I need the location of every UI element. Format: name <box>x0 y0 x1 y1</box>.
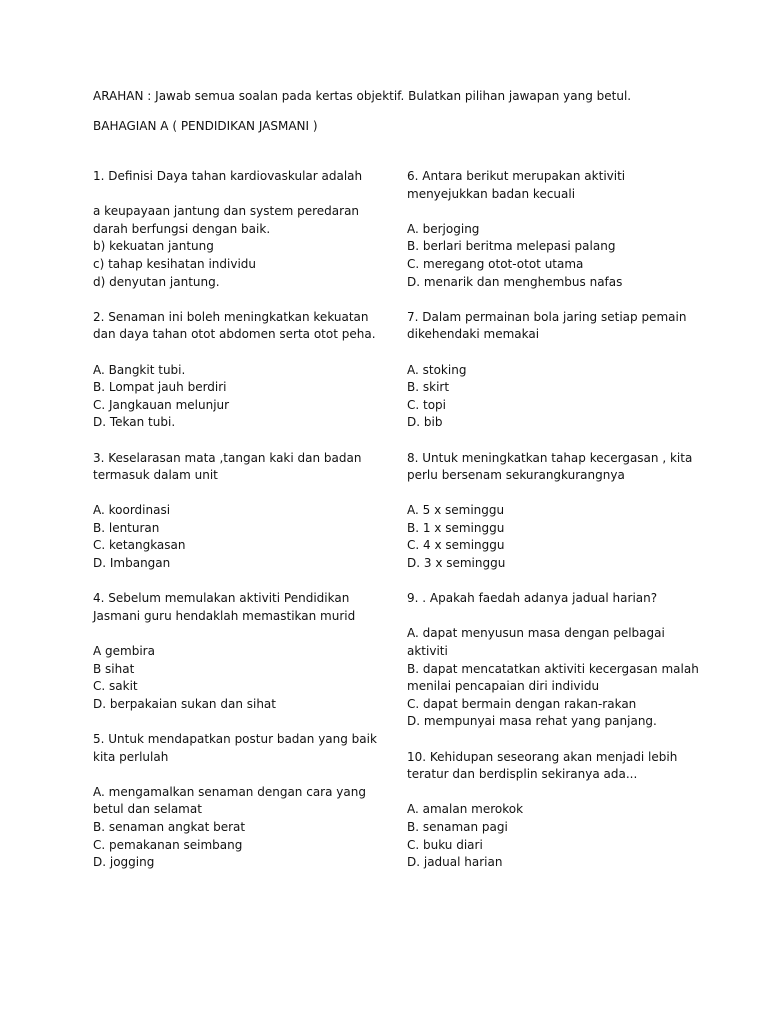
option: C. sakit <box>93 679 138 694</box>
option: A. 5 x seminggu <box>407 503 505 518</box>
question-4 <box>93 590 383 713</box>
option: B. senaman pagi <box>407 819 508 834</box>
question-5 <box>93 731 383 872</box>
question-text: 9. . Apakah faedah adanya jadual harian? <box>407 591 658 606</box>
option: d) denyutan jantung. <box>93 274 220 289</box>
option: D. jadual harian <box>407 855 503 870</box>
option: D. mempunyai masa rehat yang panjang. <box>407 714 657 729</box>
option: A. amalan merokok <box>407 802 524 817</box>
option: B. Lompat jauh berdiri <box>93 380 227 395</box>
question-text: 7. Dalam permainan bola jaring setiap pemain dikehendaki memakai <box>407 309 687 342</box>
question-8 <box>407 450 702 573</box>
option: D. Tekan tubi. <box>93 415 176 430</box>
option: D. 3 x seminggu <box>407 556 506 571</box>
option: A gembira <box>93 644 155 659</box>
instruction-text: ARAHAN : Jawab semua soalan pada kertas objektif. Bulatkan pilihan jawapan yang betul. <box>93 89 632 103</box>
option: C. meregang otot-otot utama <box>407 256 584 271</box>
option: A. mengamalkan senaman dengan cara yang betul dan selamat <box>93 784 366 817</box>
question-7 <box>407 309 702 432</box>
question-text: 3. Keselarasan mata ,tangan kaki dan badan termasuk dalam unit <box>93 450 362 483</box>
question-text: 2. Senaman ini boleh meningkatkan kekuatan dan daya tahan otot abdomen serta otot peha. <box>93 309 376 342</box>
question-3 <box>93 450 383 573</box>
question-10 <box>407 749 702 872</box>
question-6 <box>407 168 702 291</box>
option: C. 4 x seminggu <box>407 538 505 553</box>
option: C. ketangkasan <box>93 538 186 553</box>
question-text: 6. Antara berikut merupakan aktiviti menyejukkan badan kecuali <box>407 169 626 201</box>
question-9 <box>407 590 702 731</box>
option: B. lenturan <box>93 520 160 535</box>
question-text: 8. Untuk meningkatkan tahap kecergasan , kita perlu bersenam sekurangkurangnya <box>407 450 693 483</box>
option: D. menarik dan menghembus nafas <box>407 274 623 289</box>
option: B. 1 x seminggu <box>407 520 505 535</box>
option: c) tahap kesihatan individu <box>93 256 257 271</box>
option: B. dapat mencatatkan aktiviti kecergasan malah menilai pencapaian diri individu <box>407 661 699 694</box>
option: C. buku diari <box>407 837 483 852</box>
option: A. koordinasi <box>93 503 171 518</box>
option: B. skirt <box>407 380 450 395</box>
question-text: 1. Definisi Daya tahan kardiovaskular adalah <box>93 169 363 183</box>
option: C. Jangkauan melunjur <box>93 397 230 412</box>
question-text: 5. Untuk mendapatkan postur badan yang baik kita perlulah <box>93 732 377 764</box>
option: D. berpakaian sukan dan sihat <box>93 696 276 711</box>
option: b) kekuatan jantung <box>93 239 214 254</box>
option: C. dapat bermain dengan rakan-rakan <box>407 696 637 711</box>
right-column <box>407 168 702 872</box>
option: A. stoking <box>407 362 467 377</box>
option: a keupayaan jantung dan system peredaran darah berfungsi dengan baik. <box>93 204 360 236</box>
question-1 <box>93 168 383 291</box>
option: B. senaman angkat berat <box>93 819 246 834</box>
question-text: 10. Kehidupan seseorang akan menjadi lebih teratur dan berdisplin sekiranya ada... <box>407 749 678 782</box>
section-title: BAHAGIAN A ( PENDIDIKAN JASMANI ) <box>93 119 318 133</box>
option: A. Bangkit tubi. <box>93 362 186 377</box>
option: D. jogging <box>93 855 155 870</box>
option: D. bib <box>407 415 443 430</box>
option: D. Imbangan <box>93 556 171 571</box>
option: A. berjoging <box>407 221 480 236</box>
left-column <box>93 168 383 872</box>
question-2 <box>93 309 383 432</box>
option: B. berlari beritma melepasi palang <box>407 239 616 254</box>
question-text: 4. Sebelum memulakan aktiviti Pendidikan Jasmani guru hendaklah memastikan murid <box>93 591 356 623</box>
option: C. pemakanan seimbang <box>93 837 243 852</box>
option: B sihat <box>93 661 135 676</box>
option: C. topi <box>407 397 447 412</box>
option: A. dapat menyusun masa dengan pelbagai aktiviti <box>407 626 665 659</box>
